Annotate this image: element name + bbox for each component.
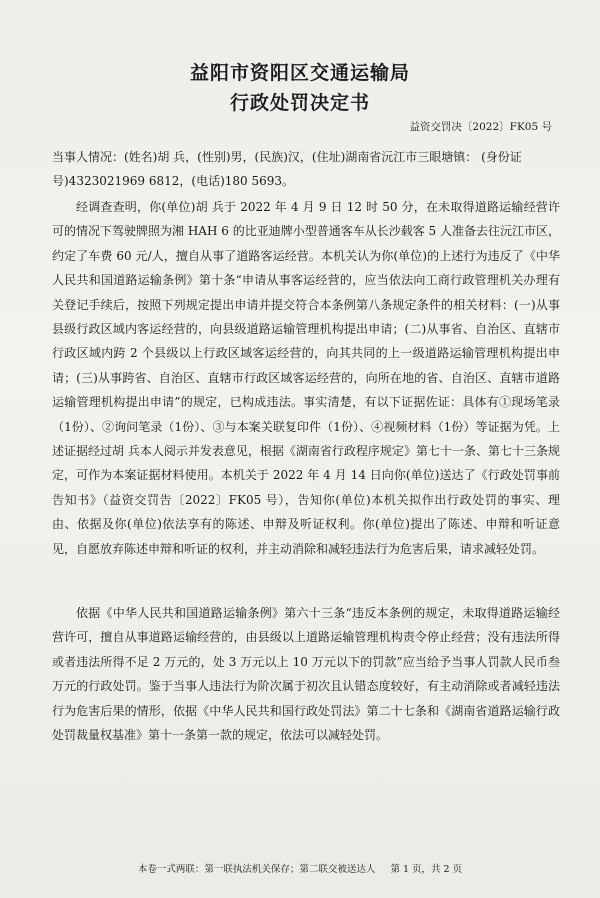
copies-note: 本卷一式两联：第一联执法机关保存；第二联交被送达人 [137, 864, 376, 875]
document-number: 益资交罚决〔2022〕FK05 号 [409, 121, 552, 133]
document-title: 行政处罚决定书 [229, 92, 370, 114]
agency-title: 益阳市资阳区交通运输局 [189, 62, 410, 84]
party-info: 当事人情况：(姓名)胡 兵，(性别)男，(民族)汉，(住址)湖南省沅江市三眼塘镇： (身份证号)4323021969 6812，(电话)180 5693。 [52, 150, 522, 188]
page-number: 第 1 页，共 2 页 [390, 864, 463, 875]
page-footer [0, 861, 600, 875]
decision-paragraph: 依据《中华人民共和国道路运输条例》第六十三条“违反本条例的规定，未取得道路运输经营许可，擅自从事道路运输经营的，由县级以上道路运输管理机构责令停止经营；没有违法所得或者违法所得不足 2 万元的，处 3 万元以上 10 万元以下的罚款”应当给予当事人罚款人民币叁万元的行政处罚。鉴于当事人违法行为阶次属于初次且认错态度较好，有主动消除或者减轻违法行为危害后果的情形，依据《中华人民共和国行政处罚法》第二十七条和《湖南省道路运输行政处罚裁量权基准》第十一条第一款的规定，依法可以减轻处罚。 [52, 606, 560, 743]
findings-paragraph: 经调查查明，你(单位)胡 兵于 2022 年 4 月 9 日 12 时 50 分，在未取得道路运输经营许可的情况下驾驶牌照为湘 HAH 6 的比亚迪牌小型普通客车从长沙载客 5 人准备去往沅江市区，约定了车费 60 元/人，擅自从事了道路客运经营。本机关认为你(单位)的上述行为违反了《中华人民共和国道路运输条例》第十条“申请从事客运经营的，应当依法向工商行政管理机关办理有关登记手续后，按照下列规定提出申请并提交符合本条例第八条规定条件的相关材料：(一)从事县级行政区域内客运经营的，向县级道路运输管理机构提出申请；(二)从事省、自治区、直辖市行政区域内跨 2 个县级以上行政区域客运经营的，向其共同的上一级道路运输管理机构提出申请；(三)从事跨省、自治区、直辖市行政区域客运经营的，向所在地的省、自治区、直辖市道路运输管理机构提出申请”的规定，已构成违法。事实清楚，有以下证据佐证：具体有①现场笔录（1份）、②询问笔录（1份）、③与本案关联复印件（1份）、④视频材料（1份）等证据为凭。上述证据经过胡 兵本人阅示并发表意见，根据《湖南省行政程序规定》第七十一条、第七十三条规定，可作为本案证据材料使用。本机关于 2022 年 4 月 14 日向你(单位)送达了《行政处罚事前告知书》（益资交罚告〔2022〕FK05 号），告知你(单位)本机关拟作出行政处罚的事实、理由、依据及你(单位)依法享有的陈述、申辩及听证权利。你(单位)提出了陈述、申辩和听证意见，自愿放弃陈述申辩和听证的权利，并主动消除和减轻违法行为危害后果，请求减轻处罚。 [52, 200, 560, 556]
